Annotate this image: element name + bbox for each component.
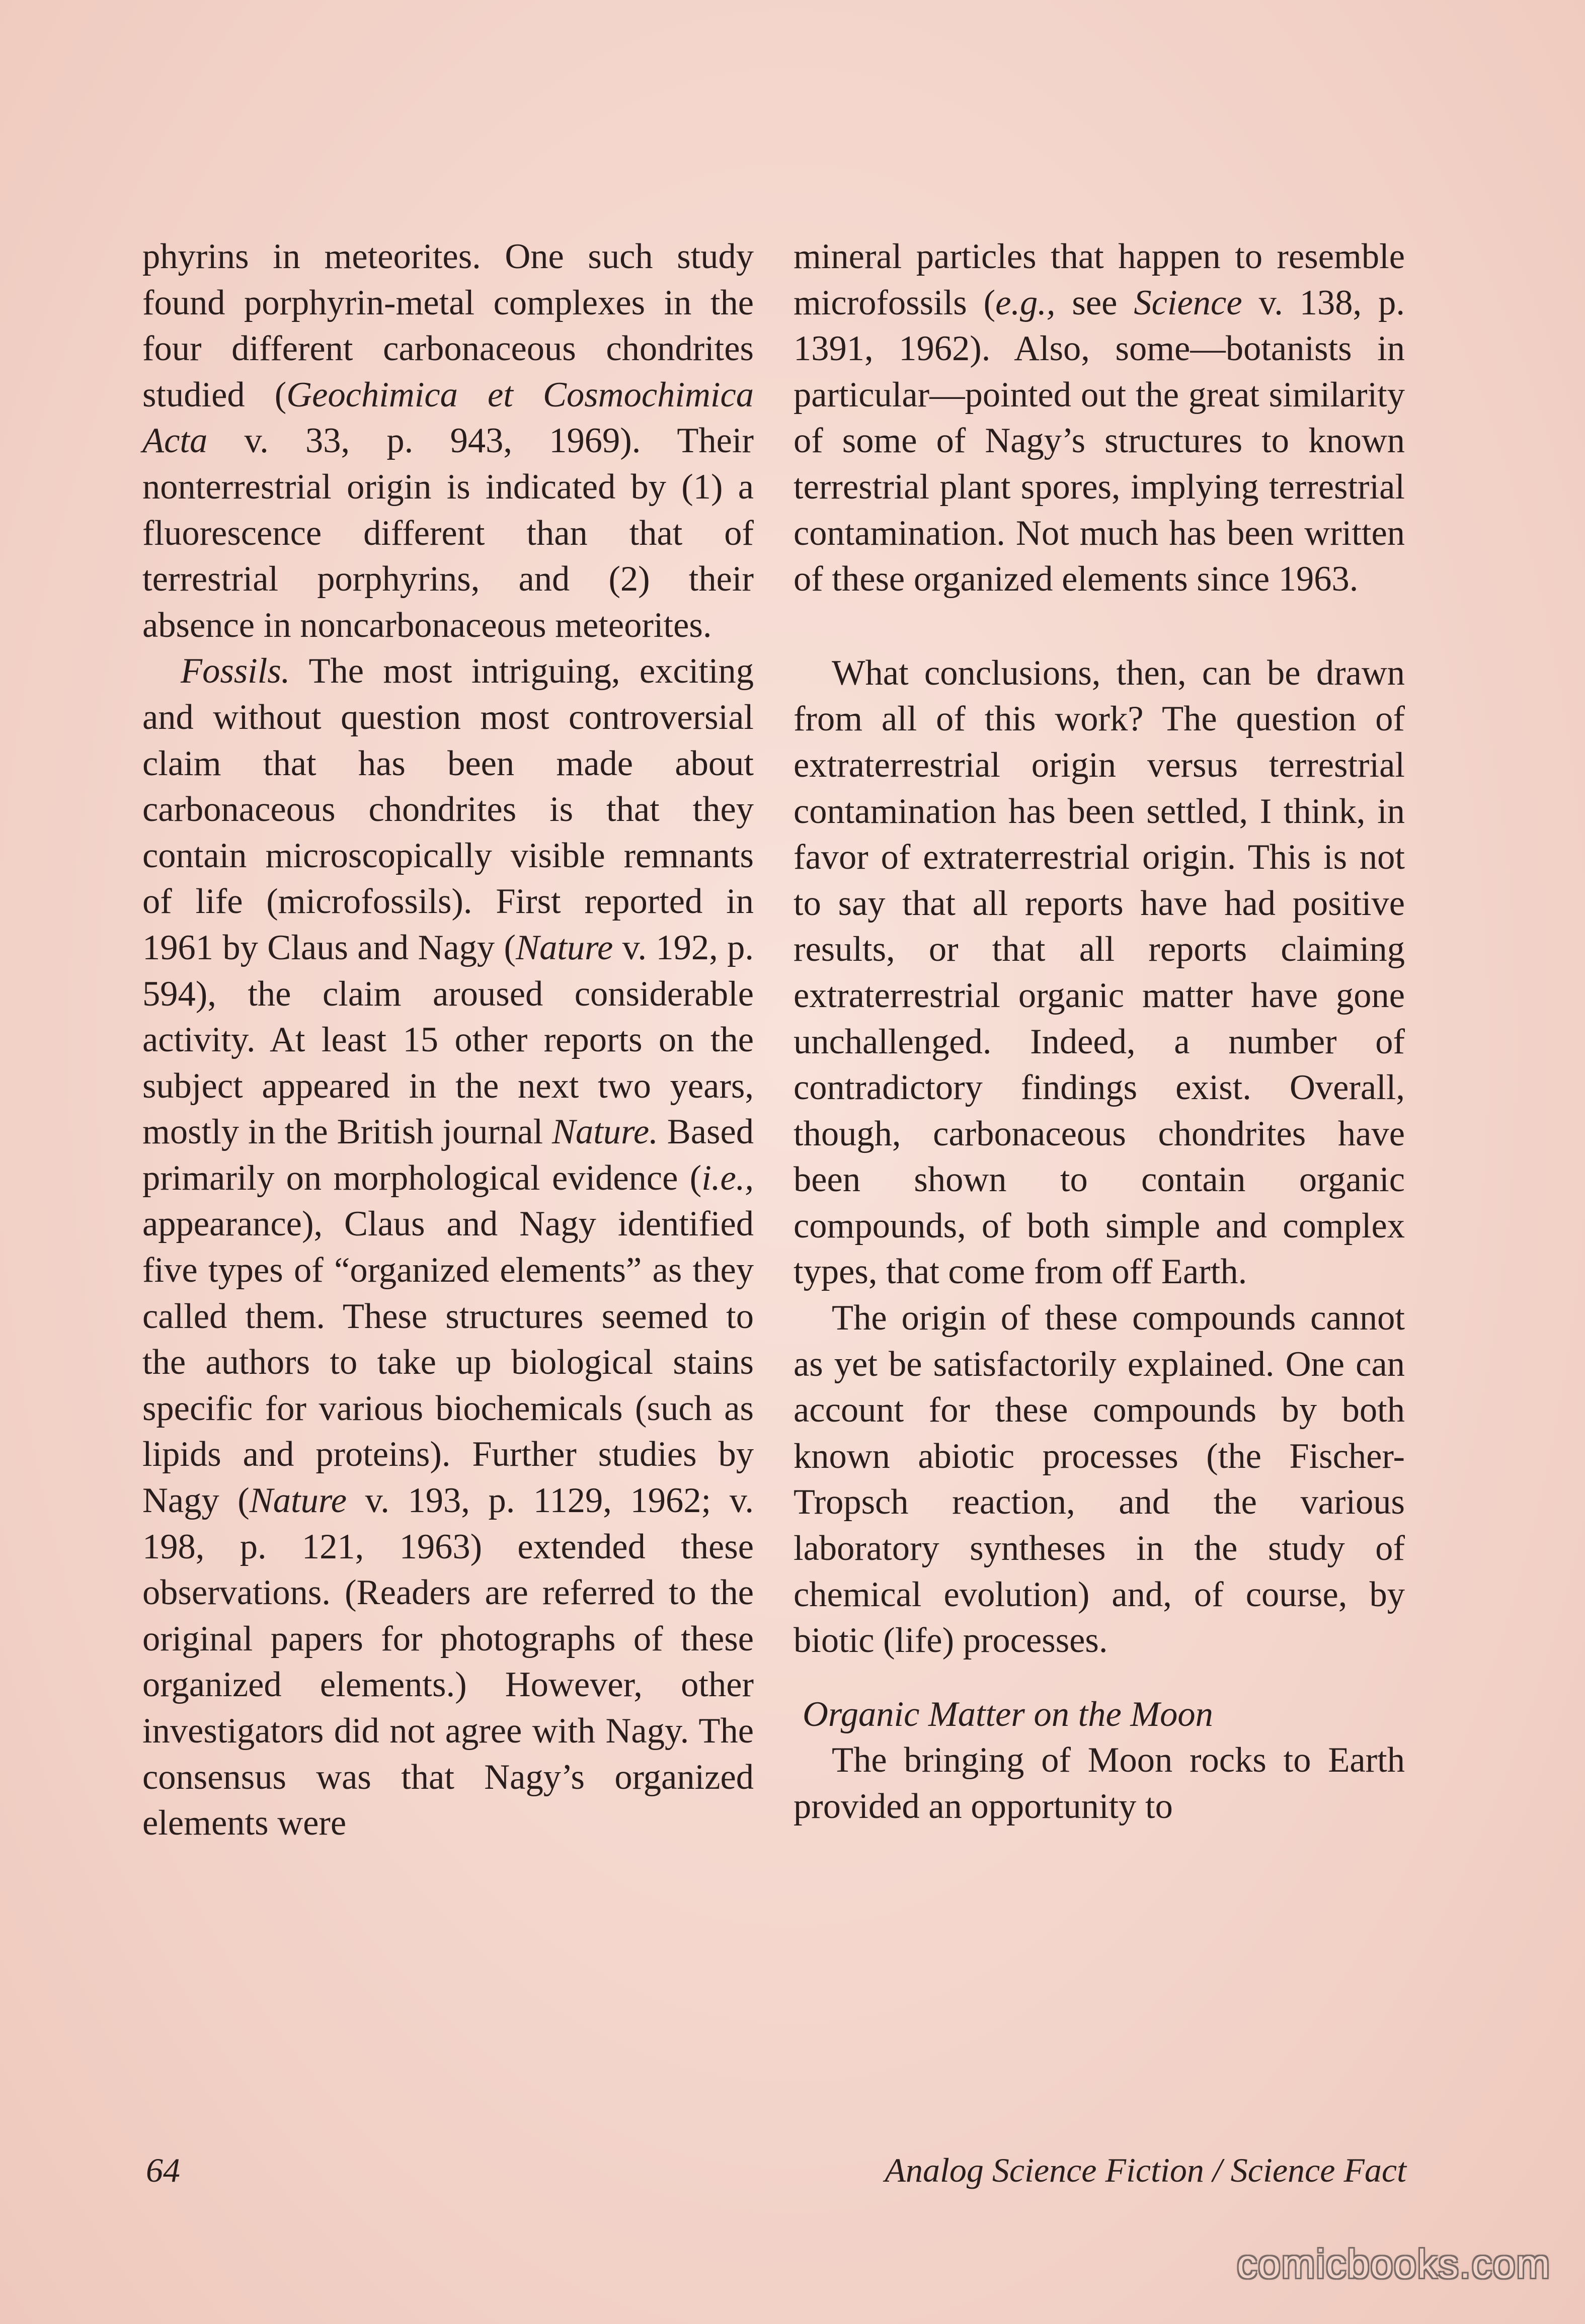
- watermark: comicbooks.com: [1237, 2242, 1551, 2286]
- text-run: v. 33, p. 943, 1969). Their nonterrestrial origin is indicated by (1) a fluorescence different than that of terrestrial porphyrins, and (2) their absence in noncarbonaceous meteorites.: [142, 421, 754, 645]
- paragraph-porphyrins: [142, 234, 754, 648]
- page-number: 64: [146, 2151, 180, 2189]
- section-break: [794, 603, 1405, 650]
- text-run: v. 138, p. 1391, 1962). Also, some—botanists in particular—pointed out the great similarity of some of Nagy’s structures to known terrestrial plant spores, implying terrestrial contamination. Not much has been written of these organized elements since 1963.: [794, 283, 1405, 599]
- right-column: [794, 234, 1405, 1830]
- paragraph-moon: The bringing of Moon rocks to Earth provided an opportunity to: [794, 1740, 1405, 1826]
- paragraph-origin: The origin of these compounds cannot as yet be satisfactorily explained. One can account for these compounds by both known abiotic processes (the Fischer-Tropsch reaction, and the various laboratory syntheses in the study of chemical evolution) and, of course, by biotic (life) processes.: [794, 1298, 1405, 1661]
- paragraph-mineral-particles: [794, 234, 1405, 603]
- journal-citation: Nature: [516, 928, 613, 967]
- abbreviation: e.g.,: [995, 283, 1056, 322]
- journal-citation: Geochimica et Cosmochimica Acta: [142, 375, 754, 461]
- section-break: [794, 1664, 1405, 1692]
- left-column: [142, 234, 754, 1847]
- journal-citation: Science: [1134, 283, 1242, 322]
- journal-citation: Nature.: [551, 1112, 658, 1152]
- text-run: v. 192, p. 594), the claim aroused considerable activity. At least 15 other reports on the subject appeared in the next two years, mostly in the British journal: [142, 928, 754, 1152]
- text-run: appearance), Claus and Nagy identified five types of “organized elements” as they called them. These structures seemed to the authors to take up biological stains specific for various biochemicals (such as lipids and proteins). Further studies by Nagy (: [142, 1204, 754, 1521]
- running-title: Analog Science Fiction / Science Fact: [885, 2151, 1406, 2189]
- abbreviation: i.e.,: [701, 1158, 754, 1198]
- run-in-heading: Fossils.: [181, 651, 290, 691]
- text-run: phyrins in meteorites. One such study found porphyrin-metal complexes in the four different carbonaceous chondrites studied (: [142, 237, 754, 414]
- journal-citation: Nature: [249, 1481, 347, 1521]
- paragraph-fossils: [142, 648, 754, 1846]
- text-run: see: [1055, 283, 1134, 322]
- text-run: Based primarily on morphological evidence (: [142, 1112, 754, 1198]
- paragraph-conclusions: What conclusions, then, can be drawn from all of this work? The question of extraterrestrial origin versus terrestrial contamination has been settled, I think, in favor of extraterrestrial origin. This is not to say that all reports have had positive results, or that all reports claiming extraterrestrial organic matter have gone unchallenged. Indeed, a number of contradictory findings exist. Overall, though, carbonaceous chondrites have been shown to contain organic compounds, of both simple and complex types, that come from off Earth.: [794, 653, 1405, 1292]
- text-run: mineral particles that happen to resemble microfossils (: [794, 237, 1405, 322]
- section-heading: Organic Matter on the Moon: [803, 1694, 1213, 1734]
- text-run: v. 193, p. 1129, 1962; v. 198, p. 121, 1963) extended these observations. (Readers are referred to the original papers for photographs of these organized elements.) However, other investigators did not agree with Nagy. The consensus was that Nagy’s organized elements were: [142, 1481, 754, 1843]
- text-run: The most intriguing, exciting and without question most controversial claim that has been made about carbonaceous chondrites is that they contain microscopically visible remnants of life (microfossils). First reported in 1961 by Claus and Nagy (: [142, 651, 754, 967]
